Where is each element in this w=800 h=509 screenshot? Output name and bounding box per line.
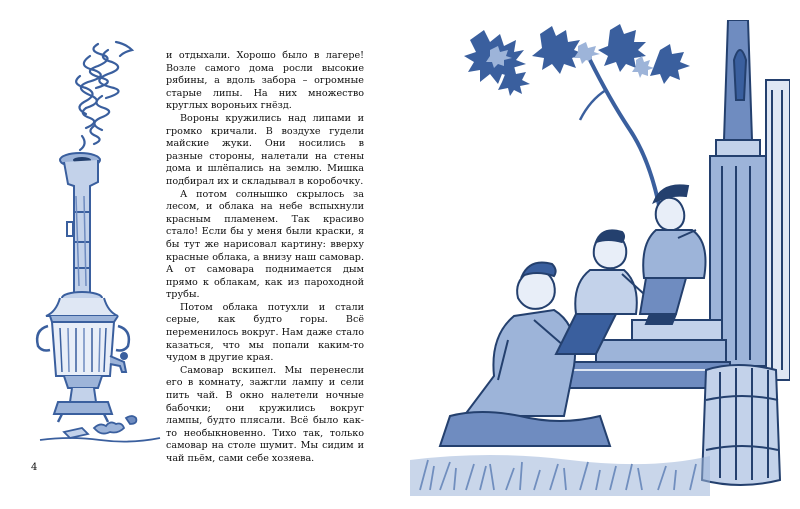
page-number: 4 [31, 462, 38, 473]
paragraph: Самовар вскипел. Мы перенесли его в комнату, зажгли лампу и сели пить чай. В окно налетели ночные бабочки; они кружились вокруг лампы, будто плясали. Всё было как-то необыкновенно. Тихо так, только самовар на столе шумит. Мы сидим и чай пьём, сами себе хозяева. [166, 364, 364, 464]
smoke [76, 42, 132, 150]
paragraph: А потом солнышко скрылось за лесом, и облака на небе вспыхнули красным пламенем. Так красиво стало! Если бы у меня были краски, я бы тут же нарисовал картину: вверху красные облака, а внизу наш самовар. А от самовара поднимается дым прямо к облакам, как из пароходной трубы. [166, 188, 364, 301]
barrel [702, 365, 780, 485]
samovar-illustration [20, 36, 170, 456]
samovar-body [37, 292, 129, 422]
boys-illustration [410, 20, 790, 500]
chimney-pipe [64, 160, 98, 294]
paragraph: Потом облака потухли и стали серые, как будто горы. Всё переменилось вокруг. Нам даже стало казаться, что мы попали каким-то чудом в другие края. [166, 301, 364, 364]
paragraph: Вороны кружились над липами и громко кричали. В воздухе гудели майские жуки. Они носились в разные стороны, налетали на стены дома и шлёпались на землю. Мишка подбирал их и складывал в коробочку. [166, 112, 364, 187]
paragraph: и отдыхали. Хорошо было в лагере! Возле самого дома росли высокие рябины, а вдоль забора – огромные старые липы. На них множество круглых вороньих гнёзд. [166, 50, 364, 112]
right-page [400, 0, 800, 509]
page-text [166, 50, 364, 466]
boy-back [640, 185, 706, 324]
tree-branch [590, 60, 660, 210]
